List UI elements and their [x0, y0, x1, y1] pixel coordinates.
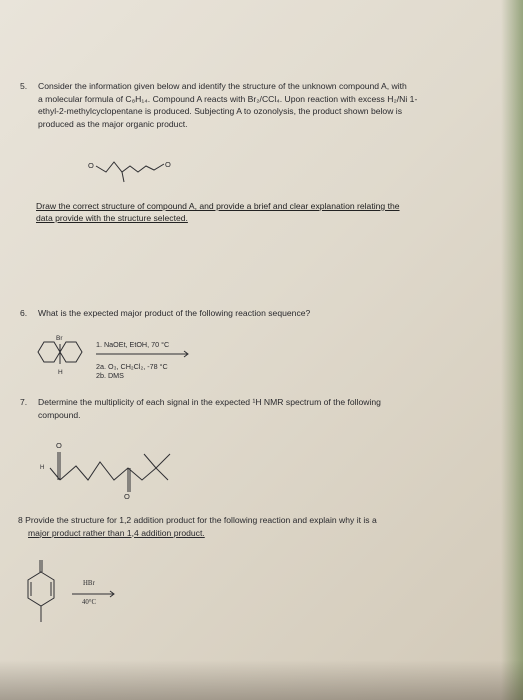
question-8: [18, 514, 488, 540]
question-5-instruction: [36, 200, 476, 224]
q6-reaction-arrow: [96, 350, 192, 358]
bromine-atom: Br: [56, 335, 63, 342]
question-5-line-3: ethyl-2-methylcyclopentane is produced. Subjecting A to ozonolysis, the product shown below is: [38, 106, 403, 116]
question-7: [20, 396, 490, 422]
question-5-line-1: Consider the information given below and identify the structure of the unknown compound A, with: [38, 81, 407, 91]
question-5-line-4: produced as the major organic product.: [38, 118, 188, 129]
aldehyde-oxygen-right: O: [165, 160, 171, 169]
question-8-line-2: major product rather than 1,4 addition product.: [28, 527, 205, 538]
question-7-line-1: Determine the multiplicity of each signal in the expected ¹H NMR spectrum of the following: [38, 397, 381, 407]
aldehyde-hydrogen: H: [40, 465, 45, 471]
q6-reagent-step-2a: 2a. O₃, CH₂Cl₂, -78 °C: [96, 362, 168, 371]
question-8-line-1: [18, 514, 488, 527]
q6-reagent-step-2b: 2b. DMS: [96, 371, 124, 380]
question-7-line-2: compound.: [38, 409, 81, 420]
question-6: [20, 307, 490, 321]
q8-reagent-hbr: HBr: [83, 580, 95, 587]
question-5-instruction-line-1: Draw the correct structure of compound A, and provide a brief and clear explanation relating the: [36, 201, 400, 211]
page-bottom-shadow: [0, 660, 523, 700]
aldehyde-oxygen-left: O: [88, 161, 94, 170]
question-5-line-2: a molecular formula of C₈H₁₄. Compound A reacts with Br₂/CCl₄. Upon reaction with excess H₂/Ni 1-: [38, 93, 418, 104]
q8-reaction-arrow: [72, 590, 118, 598]
bridgehead-hydrogen: H: [58, 369, 63, 376]
ketone-oxygen: O: [124, 492, 130, 501]
aldehyde-oxygen: O: [56, 441, 62, 450]
q6-reagent-step-1: 1. NaOEt, EtOH, 70 °C: [96, 340, 170, 349]
question-6-text: What is the expected major product of the following reaction sequence?: [38, 308, 311, 318]
question-5: [20, 80, 490, 140]
question-8-line-1-text: 8 Provide the structure for 1,2 addition product for the following reaction and explain why it is a: [18, 515, 377, 525]
keto-aldehyde-structure: [38, 440, 198, 510]
q8-reagent-temperature: 40°C: [82, 599, 97, 606]
methylene-cyclohexadiene-structure: [22, 556, 72, 631]
ozonolysis-product-structure: [80, 146, 190, 186]
question-5-instruction-line-2: data provide with the structure selected.: [36, 213, 188, 223]
question-5-number: 5.: [20, 81, 28, 91]
question-7-number: 7.: [20, 397, 28, 407]
page-edge-shadow: [501, 0, 523, 700]
question-6-number: 6.: [20, 308, 28, 318]
